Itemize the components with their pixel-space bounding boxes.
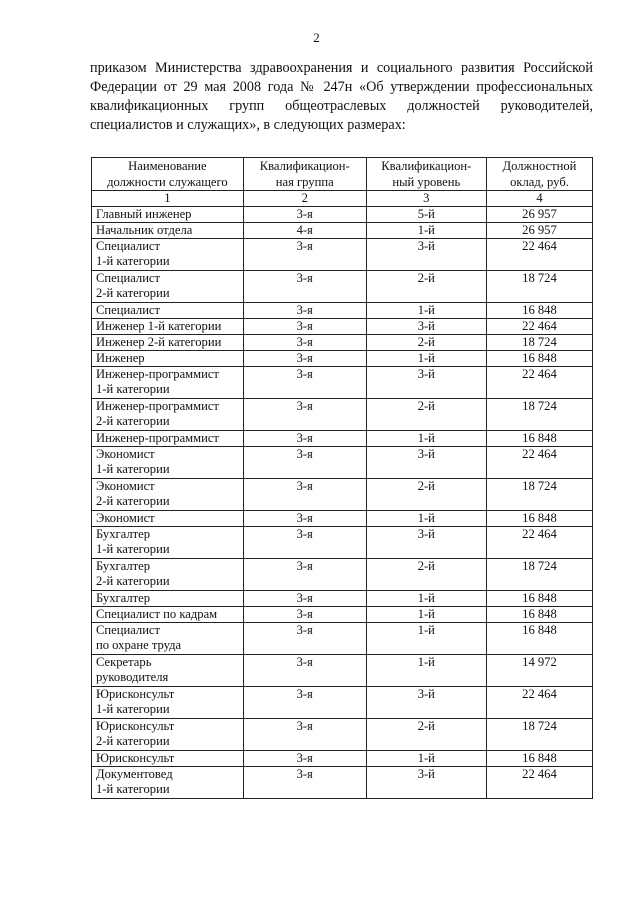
salary: 16 848 — [486, 751, 592, 767]
salary: 16 848 — [486, 431, 592, 447]
position-name: Юрисконсульт 1-й категории — [92, 687, 244, 719]
salary-table — [91, 157, 593, 799]
table-row — [92, 751, 593, 767]
salary: 16 848 — [486, 623, 592, 655]
table-row — [92, 367, 593, 399]
table-row — [92, 527, 593, 559]
salary: 22 464 — [486, 447, 592, 479]
position-name: Специалист 1-й категории — [92, 239, 244, 271]
salary: 16 848 — [486, 607, 592, 623]
qual-group: 3-я — [243, 319, 366, 335]
qual-level: 1-й — [366, 511, 486, 527]
qual-level: 2-й — [366, 719, 486, 751]
page-number: 2 — [313, 30, 320, 45]
salary: 22 464 — [486, 319, 592, 335]
qual-group: 3-я — [243, 351, 366, 367]
position-name: Экономист 2-й категории — [92, 479, 244, 511]
position-name: Экономист — [92, 511, 244, 527]
position-name: Бухгалтер — [92, 591, 244, 607]
salary: 18 724 — [486, 399, 592, 431]
qual-level: 1-й — [366, 303, 486, 319]
table-row — [92, 319, 593, 335]
qual-level: 3-й — [366, 447, 486, 479]
position-name: Начальник отдела — [92, 223, 244, 239]
position-name: Секретарь руководителя — [92, 655, 244, 687]
table-row — [92, 607, 593, 623]
table-row — [92, 591, 593, 607]
salary: 14 972 — [486, 655, 592, 687]
qual-group: 3-я — [243, 447, 366, 479]
qual-level: 1-й — [366, 655, 486, 687]
qual-group: 3-я — [243, 623, 366, 655]
salary: 18 724 — [486, 335, 592, 351]
position-name: Документовед 1-й категории — [92, 767, 244, 799]
qual-group: 3-я — [243, 303, 366, 319]
header-qual-level: Квалификацион- ный уровень — [366, 158, 486, 191]
qual-group: 3-я — [243, 431, 366, 447]
position-name: Экономист 1-й категории — [92, 447, 244, 479]
table-row — [92, 207, 593, 223]
salary: 22 464 — [486, 527, 592, 559]
qual-level: 1-й — [366, 607, 486, 623]
table-row — [92, 303, 593, 319]
header-qual-group: Квалификацион- ная группа — [243, 158, 366, 191]
qual-group: 3-я — [243, 559, 366, 591]
qual-level: 5-й — [366, 207, 486, 223]
position-name: Инженер-программист 1-й категории — [92, 367, 244, 399]
salary: 18 724 — [486, 559, 592, 591]
table-row — [92, 479, 593, 511]
salary: 26 957 — [486, 207, 592, 223]
table-row — [92, 511, 593, 527]
column-number: 4 — [486, 191, 592, 207]
position-name: Главный инженер — [92, 207, 244, 223]
table-row — [92, 223, 593, 239]
qual-group: 3-я — [243, 271, 366, 303]
column-number: 1 — [92, 191, 244, 207]
position-name: Инженер 1-й категории — [92, 319, 244, 335]
position-name: Инженер 2-й категории — [92, 335, 244, 351]
table-row — [92, 271, 593, 303]
qual-level: 1-й — [366, 591, 486, 607]
position-name: Специалист — [92, 303, 244, 319]
position-name: Инженер — [92, 351, 244, 367]
qual-level: 1-й — [366, 351, 486, 367]
table-row — [92, 687, 593, 719]
qual-level: 1-й — [366, 431, 486, 447]
table-row — [92, 239, 593, 271]
qual-level: 2-й — [366, 271, 486, 303]
header-salary: Должностной оклад, руб. — [486, 158, 592, 191]
position-name: Специалист по кадрам — [92, 607, 244, 623]
qual-group: 3-я — [243, 479, 366, 511]
header-row — [92, 158, 593, 191]
position-name: Бухгалтер 2-й категории — [92, 559, 244, 591]
position-name: Юрисконсульт 2-й категории — [92, 719, 244, 751]
qual-level: 1-й — [366, 623, 486, 655]
position-name: Специалист 2-й категории — [92, 271, 244, 303]
qual-group: 3-я — [243, 687, 366, 719]
table-body — [92, 207, 593, 799]
qual-level: 2-й — [366, 479, 486, 511]
qual-group: 3-я — [243, 751, 366, 767]
salary: 18 724 — [486, 719, 592, 751]
header-position: Наименование должности служащего — [92, 158, 244, 191]
salary: 22 464 — [486, 687, 592, 719]
position-name: Бухгалтер 1-й категории — [92, 527, 244, 559]
table-row — [92, 719, 593, 751]
table-row — [92, 351, 593, 367]
qual-group: 3-я — [243, 207, 366, 223]
qual-group: 3-я — [243, 239, 366, 271]
qual-group: 4-я — [243, 223, 366, 239]
table-row — [92, 623, 593, 655]
qual-level: 3-й — [366, 527, 486, 559]
qual-level: 1-й — [366, 223, 486, 239]
position-name: Инженер-программист — [92, 431, 244, 447]
table-row — [92, 399, 593, 431]
qual-level: 3-й — [366, 319, 486, 335]
qual-group: 3-я — [243, 767, 366, 799]
salary: 22 464 — [486, 239, 592, 271]
qual-group: 3-я — [243, 607, 366, 623]
qual-group: 3-я — [243, 719, 366, 751]
salary: 22 464 — [486, 767, 592, 799]
table-row — [92, 655, 593, 687]
salary: 16 848 — [486, 511, 592, 527]
qual-group: 3-я — [243, 511, 366, 527]
table-row — [92, 447, 593, 479]
qual-group: 3-я — [243, 399, 366, 431]
qual-level: 3-й — [366, 687, 486, 719]
position-name: Юрисконсульт — [92, 751, 244, 767]
qual-group: 3-я — [243, 527, 366, 559]
qual-level: 3-й — [366, 767, 486, 799]
intro-paragraph: приказом Министерства здравоохранения и социального развития Российской Федерации от 29 мая 2008 года № 247н «Об утверждении профессиональных квалификационных групп общеотраслевых должностей руководителей, специалистов и служащих», в следующих размерах: — [90, 60, 593, 133]
qual-level: 3-й — [366, 367, 486, 399]
salary: 18 724 — [486, 479, 592, 511]
salary: 22 464 — [486, 367, 592, 399]
qual-level: 3-й — [366, 239, 486, 271]
qual-group: 3-я — [243, 335, 366, 351]
qual-group: 3-я — [243, 367, 366, 399]
column-number: 2 — [243, 191, 366, 207]
salary: 18 724 — [486, 271, 592, 303]
position-name: Инженер-программист 2-й категории — [92, 399, 244, 431]
position-name: Специалист по охране труда — [92, 623, 244, 655]
salary: 16 848 — [486, 303, 592, 319]
salary: 16 848 — [486, 351, 592, 367]
salary: 26 957 — [486, 223, 592, 239]
qual-group: 3-я — [243, 591, 366, 607]
table-row — [92, 335, 593, 351]
salary: 16 848 — [486, 591, 592, 607]
column-number-row — [92, 191, 593, 207]
qual-level: 2-й — [366, 335, 486, 351]
qual-group: 3-я — [243, 655, 366, 687]
table-row — [92, 767, 593, 799]
table-row — [92, 559, 593, 591]
qual-level: 1-й — [366, 751, 486, 767]
qual-level: 2-й — [366, 399, 486, 431]
column-number: 3 — [366, 191, 486, 207]
qual-level: 2-й — [366, 559, 486, 591]
table-row — [92, 431, 593, 447]
